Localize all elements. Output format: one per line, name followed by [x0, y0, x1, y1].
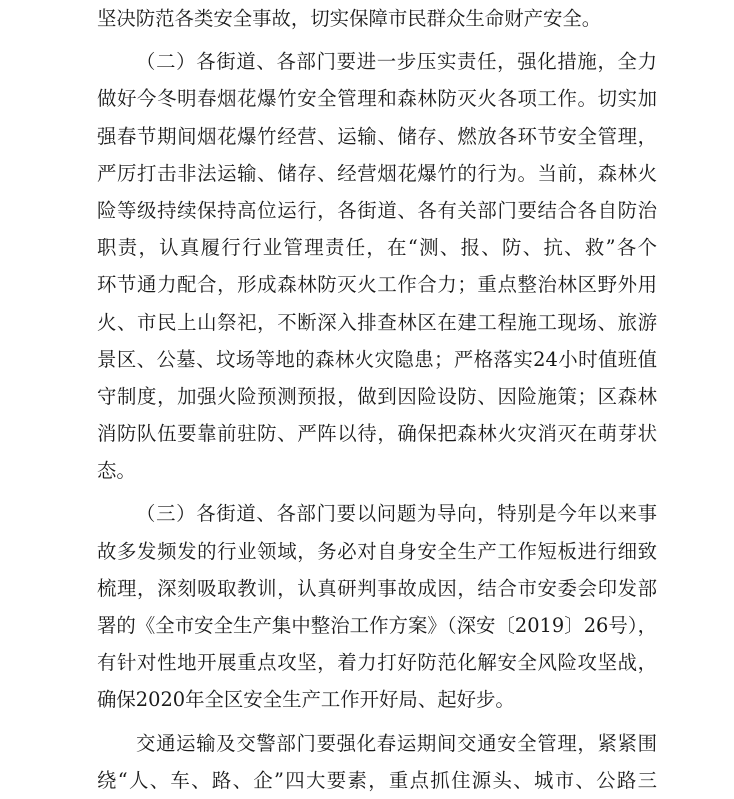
text-line: 梳理，深刻吸取教训，认真研判事故成因，结合市安委会印发部: [97, 576, 657, 600]
text-line: 景区、公墓、坟场等地的森林火灾隐患；严格落实24小时值班值: [97, 347, 657, 371]
text-line: 环节通力配合，形成森林防灭火工作合力；重点整治林区野外用: [97, 273, 657, 297]
text-line: 故多发频发的行业领域，务必对自身安全生产工作短板进行细致: [97, 539, 657, 563]
document-body: [97, 0, 657, 799]
text-line: 险等级持续保持高位运行，各街道、各有关部门要结合各自防治: [97, 198, 657, 222]
text-line: 火、市民上山祭祀，不断深入排查林区在建工程施工现场、旅游: [97, 310, 657, 334]
text-line: 做好今冬明春烟花爆竹安全管理和森林防灭火各项工作。切实加: [97, 87, 657, 111]
paragraph-2: [97, 43, 657, 489]
text-line: 绕“人、车、路、企”四大要素，重点抓住源头、城市、公路三: [97, 768, 657, 792]
text-line: 严厉打击非法运输、储存、经营烟花爆竹的行为。当前，森林火: [97, 161, 657, 185]
text-line: 守制度，加强火险预测预报，做到因险设防、因险施策；区森林: [97, 384, 657, 408]
text-line: （三）各街道、各部门要以问题为导向，特别是今年以来事: [136, 502, 657, 526]
text-line: 交通运输及交警部门要强化春运期间交通安全管理，紧紧围: [136, 731, 657, 755]
text-line: 坚决防范各类安全事故，切实保障市民群众生命财产安全。: [97, 7, 602, 30]
text-line: 消防队伍要靠前驻防、严阵以待，确保把森林火灾消灭在萌芽状: [97, 422, 657, 446]
text-line: 确保2020年全区安全生产工作开好局、起好步。: [97, 688, 515, 712]
text-line: 职责，认真履行行业管理责任，在“测、报、防、抗、救”各个: [97, 236, 657, 260]
text-line: 署的《全市安全生产集中整治工作方案》（深安〔2019〕26号），: [97, 614, 657, 637]
paragraph-4: [97, 725, 657, 799]
paragraph-3: [97, 495, 657, 718]
text-line: 强春节期间烟花爆竹经营、运输、储存、燃放各环节安全管理，: [97, 124, 657, 148]
text-line: （二）各街道、各部门要进一步压实责任，强化措施，全力: [136, 50, 657, 74]
text-line: 有针对性地开展重点攻坚，着力打好防范化解安全风险攻坚战，: [97, 651, 657, 675]
text-line: 态。: [97, 459, 136, 483]
